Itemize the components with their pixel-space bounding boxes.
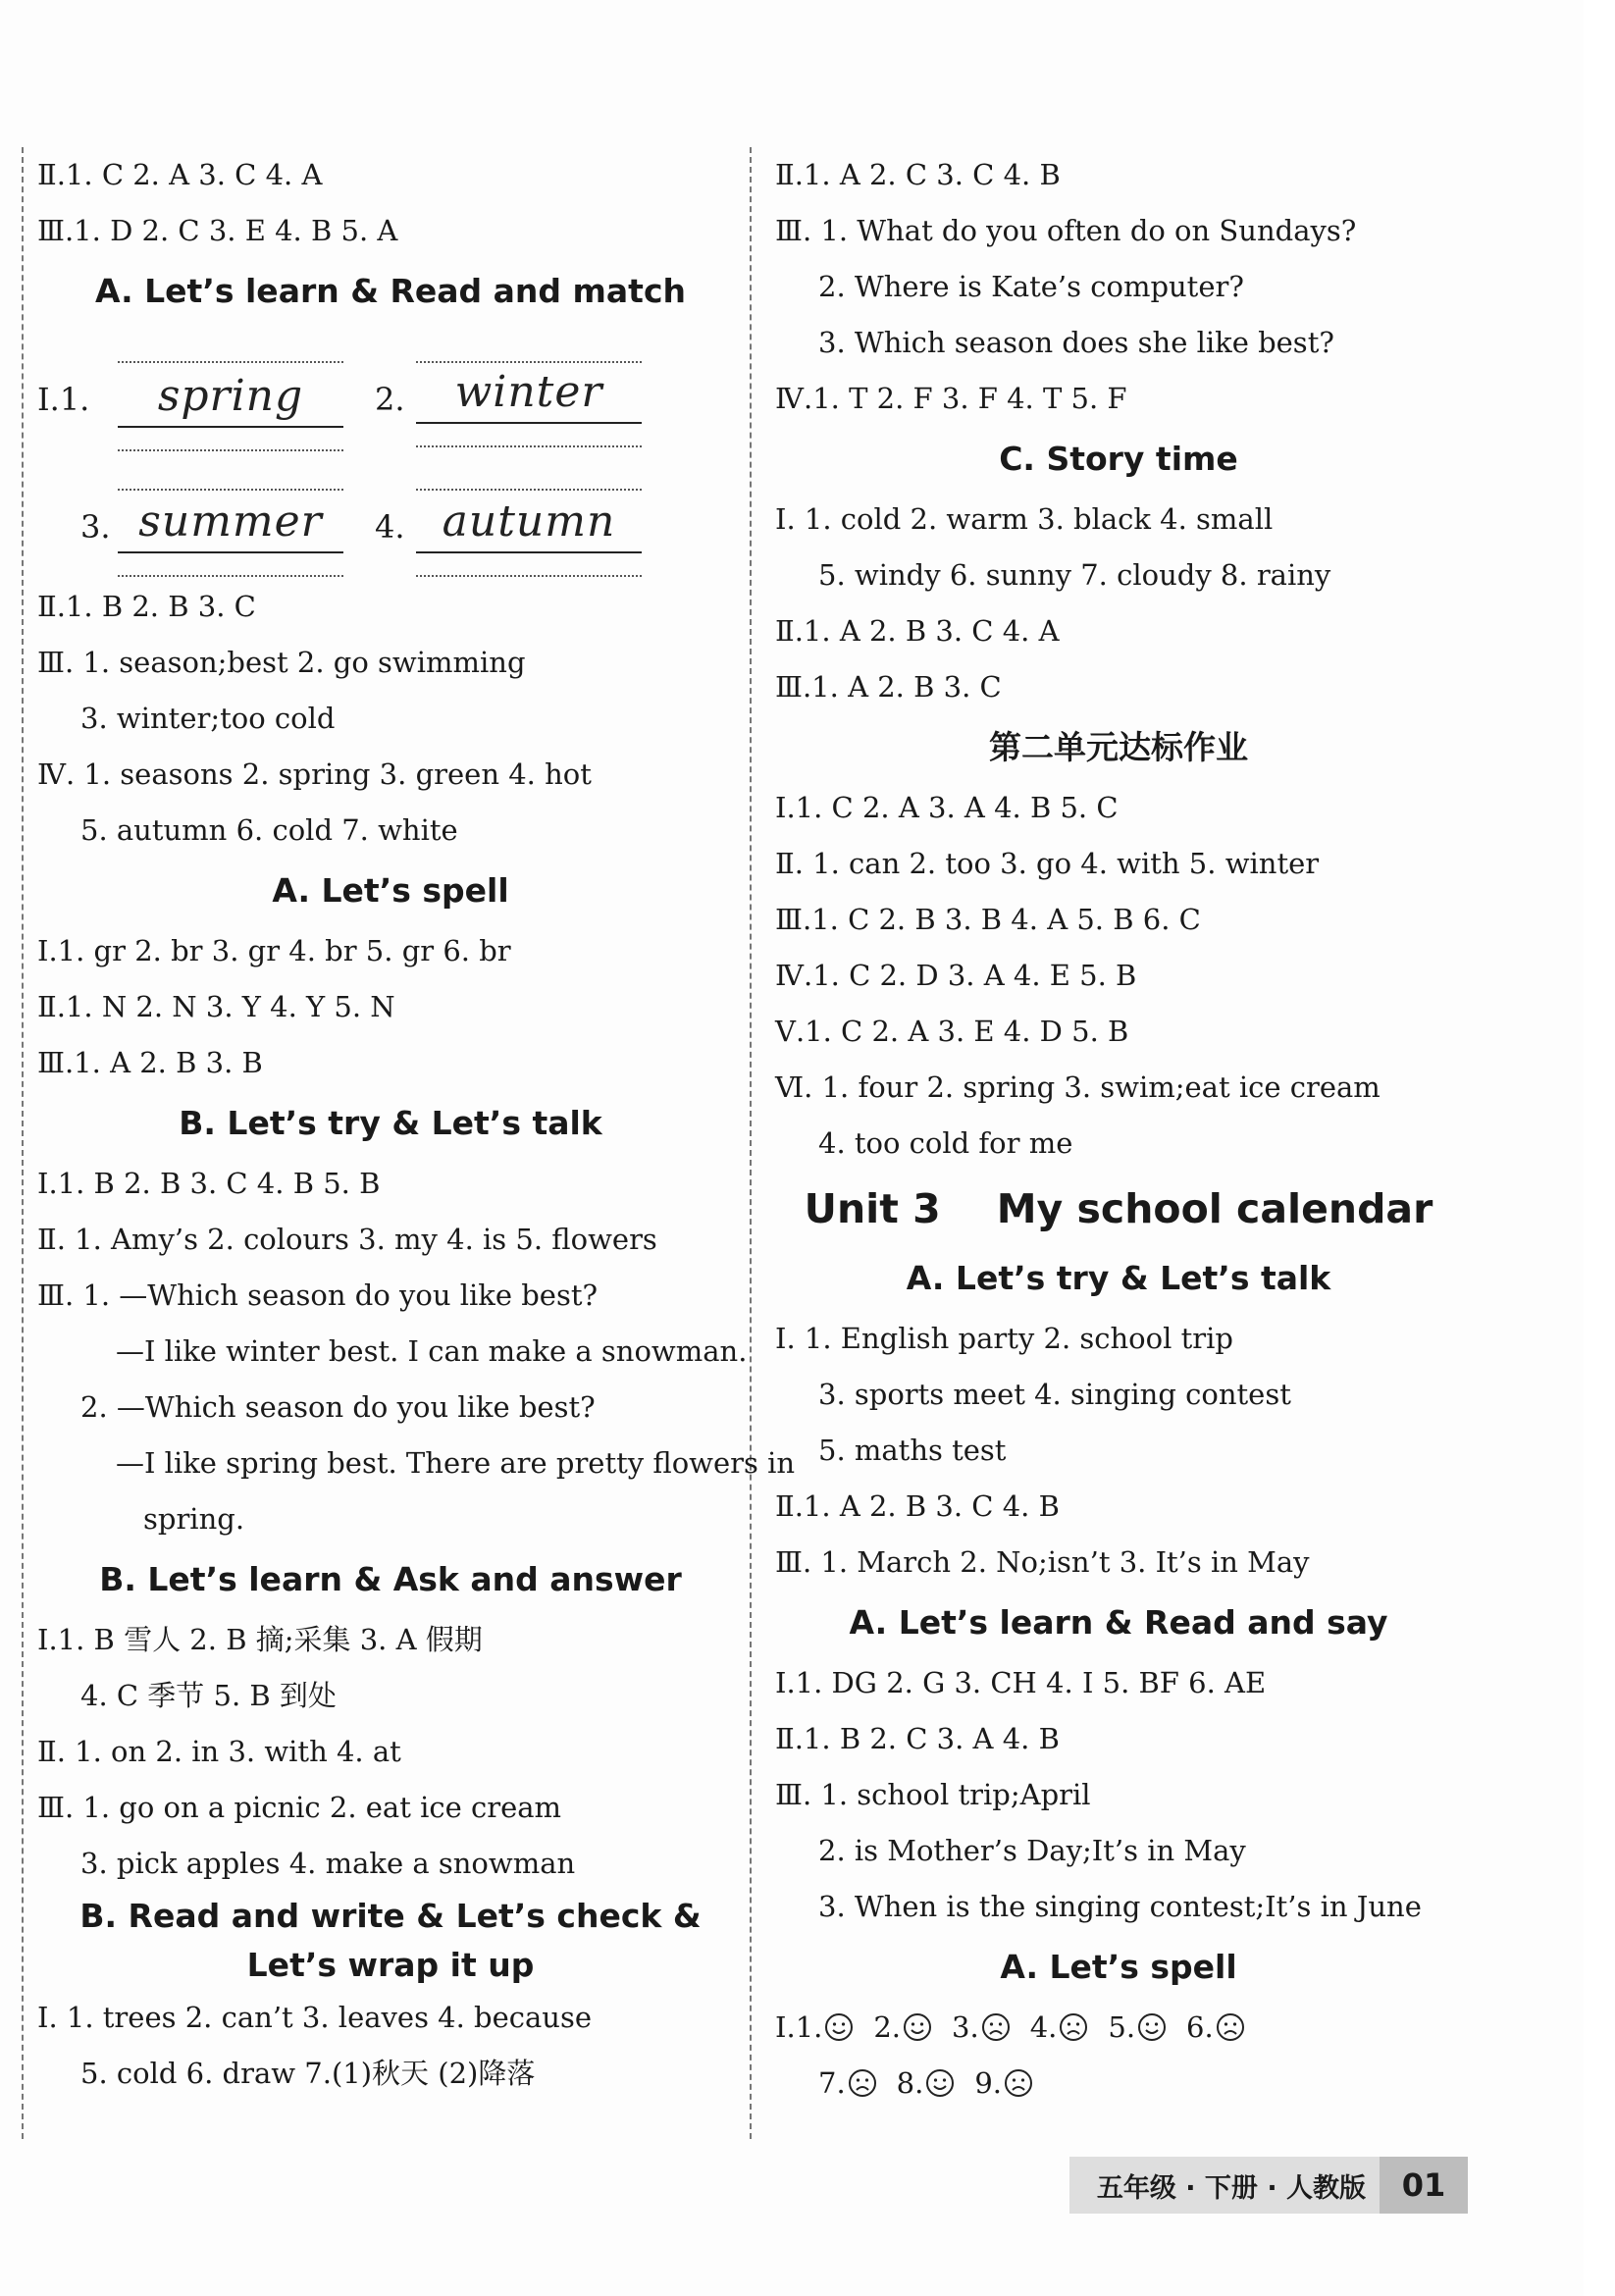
answer-line: Ⅰ. 1. English party 2. school trip xyxy=(775,1322,1233,1355)
right-column xyxy=(775,147,1462,2112)
answer-line: 2. —Which season do you like best? xyxy=(80,1390,596,1424)
answer-line: Ⅰ. 1. cold 2. warm 3. black 4. small xyxy=(775,502,1274,536)
section-heading: B. Let’s try & Let’s talk xyxy=(179,1104,602,1142)
guide-line xyxy=(416,575,642,577)
question-number: 1. xyxy=(795,2010,823,2044)
section-heading: C. Story time xyxy=(999,440,1238,478)
left-column xyxy=(37,147,796,2102)
question-number: 7. xyxy=(818,2066,846,2100)
guide-line xyxy=(118,449,343,451)
column-divider xyxy=(750,147,752,2139)
answer-group xyxy=(37,1612,744,1892)
section-heading: A. Let’s spell xyxy=(1000,1948,1237,1986)
answer-line: Ⅲ.1. C 2. B 3. B 4. A 5. B 6. C xyxy=(775,903,1201,936)
section-heading: A. Let’s try & Let’s talk xyxy=(906,1259,1331,1297)
section-heading: A. Let’s learn & Read and match xyxy=(94,272,687,310)
answer-line: Ⅲ. 1. What do you often do on Sundays? xyxy=(775,214,1357,247)
page-number: 01 xyxy=(1380,2157,1468,2214)
answer-line: Ⅲ. 1. school trip;April xyxy=(775,1778,1091,1811)
writing-baseline xyxy=(118,551,343,553)
answer-line: Ⅱ. 1. Amy’s 2. colours 3. my 4. is 5. flowers xyxy=(37,1223,657,1256)
page-footer xyxy=(1069,2157,1468,2214)
smiley-answer xyxy=(818,2066,883,2100)
answer-line: Ⅱ.1. A 2. B 3. C 4. A xyxy=(775,614,1060,648)
question-label: 4. xyxy=(375,508,405,546)
answer-line: Ⅲ.1. D 2. C 3. E 4. B 5. A xyxy=(37,214,398,247)
handwritten-word: spring xyxy=(157,371,304,421)
handwritten-word: autumn xyxy=(442,496,616,547)
question-number: 5. xyxy=(1108,2010,1136,2044)
answer-line: Ⅰ.1. B 雪人 2. B 摘;采集 3. A 假期 xyxy=(37,1623,483,1656)
smiley-answer xyxy=(974,2066,1039,2100)
answer-line: 3. pick apples 4. make a snowman xyxy=(80,1847,576,1880)
answer-line: Ⅰ.1. C 2. A 3. A 4. B 5. C xyxy=(775,791,1119,824)
guide-line xyxy=(118,489,343,491)
sad-face-icon xyxy=(848,2068,877,2098)
happy-face-icon xyxy=(925,2068,955,2098)
guide-line xyxy=(118,575,343,577)
answer-line: 2. is Mother’s Day;It’s in May xyxy=(818,1834,1246,1867)
answer-line: Ⅲ.1. A 2. B 3. C xyxy=(775,670,1002,704)
left-margin-divider xyxy=(22,147,24,2139)
guide-line xyxy=(416,361,642,363)
answer-line: Ⅲ. 1. go on a picnic 2. eat ice cream xyxy=(37,1791,562,1824)
answer-line: 5. cold 6. draw 7.(1)秋天 (2)降落 xyxy=(80,2057,536,2090)
writing-baseline xyxy=(416,551,642,553)
answer-group xyxy=(37,923,744,1091)
guide-line xyxy=(118,361,343,363)
answer-group xyxy=(775,492,1462,715)
answer-line: 3. winter;too cold xyxy=(80,702,336,735)
answer-line: 5. autumn 6. cold 7. white xyxy=(80,813,458,847)
answer-line: Ⅲ. 1. season;best 2. go swimming xyxy=(37,646,526,679)
answer-group xyxy=(37,579,744,859)
question-label: Ⅰ.1. xyxy=(37,381,90,418)
happy-face-icon xyxy=(1137,2012,1167,2042)
answer-line: Ⅰ.1. gr 2. br 3. gr 4. br 5. gr 6. br xyxy=(37,934,511,967)
answer-line: 3. sports meet 4. singing contest xyxy=(818,1378,1291,1411)
smiley-answer xyxy=(873,2010,938,2044)
smiley-answer xyxy=(1030,2010,1095,2044)
answer-line: Ⅴ.1. C 2. A 3. E 4. D 5. B xyxy=(775,1015,1129,1048)
unit-title: Unit 3 My school calendar xyxy=(804,1185,1433,1232)
guide-line xyxy=(416,445,642,447)
answer-group xyxy=(37,147,744,259)
answer-line: 3. Which season does she like best? xyxy=(818,326,1334,359)
handwritten-word: winter xyxy=(454,367,603,417)
question-number: 2. xyxy=(873,2010,902,2044)
answer-line: Ⅱ.1. B 2. C 3. A 4. B xyxy=(775,1722,1060,1755)
answer-group xyxy=(775,147,1462,427)
answer-line: —I like spring best. There are pretty flowers in xyxy=(116,1446,796,1480)
section-heading: B. Let’s learn & Ask and answer xyxy=(99,1560,682,1598)
answer-line: Ⅲ.1. A 2. B 3. B xyxy=(37,1046,263,1079)
answer-line: Ⅳ.1. T 2. F 3. F 4. T 5. F xyxy=(775,382,1127,415)
answer-line: Ⅳ.1. C 2. D 3. A 4. E 5. B xyxy=(775,959,1137,992)
sad-face-icon xyxy=(1004,2068,1033,2098)
answer-line: Ⅰ.1. DG 2. G 3. CH 4. I 5. BF 6. AE xyxy=(775,1666,1267,1699)
answer-line: Ⅲ. 1. —Which season do you like best? xyxy=(37,1278,599,1312)
question-number: 8. xyxy=(896,2066,924,2100)
smiley-answer xyxy=(1186,2010,1251,2044)
question-number: 4. xyxy=(1029,2010,1058,2044)
answer-group xyxy=(775,1311,1462,1591)
answer-line: 5. maths test xyxy=(818,1434,1007,1467)
answer-line: 5. windy 6. sunny 7. cloudy 8. rainy xyxy=(818,558,1331,592)
question-label: 2. xyxy=(375,381,405,418)
question-number: 9. xyxy=(974,2066,1003,2100)
answer-line: 4. too cold for me xyxy=(818,1126,1073,1160)
answer-group xyxy=(37,1990,744,2102)
happy-face-icon xyxy=(903,2012,932,2042)
writing-baseline xyxy=(118,426,343,428)
section-heading: A. Let’s learn & Read and say xyxy=(849,1603,1388,1642)
smiley-answer xyxy=(1108,2010,1172,2044)
answer-line: Ⅱ. 1. can 2. too 3. go 4. with 5. winter xyxy=(775,847,1320,880)
smiley-answer xyxy=(952,2010,1016,2044)
section-heading: A. Let’s spell xyxy=(272,871,509,910)
answer-line: Ⅰ. 1. trees 2. can’t 3. leaves 4. because xyxy=(37,2001,593,2034)
answer-line: 2. Where is Kate’s computer? xyxy=(818,270,1244,303)
guide-line xyxy=(416,489,642,491)
question-number: 3. xyxy=(952,2010,979,2044)
happy-face-icon xyxy=(824,2012,854,2042)
writing-baseline xyxy=(416,422,642,424)
answer-line: Ⅳ. 1. seasons 2. spring 3. green 4. hot xyxy=(37,757,592,791)
answer-line: Ⅱ. 1. on 2. in 3. with 4. at xyxy=(37,1735,401,1768)
section-heading: 第二单元达标作业 xyxy=(989,728,1248,766)
handwriting-exercise xyxy=(37,324,744,579)
answer-line: Ⅱ.1. A 2. B 3. C 4. B xyxy=(775,1489,1060,1523)
sad-face-icon xyxy=(1216,2012,1245,2042)
smiley-answer xyxy=(897,2066,962,2100)
answer-line: Ⅱ.1. C 2. A 3. C 4. A xyxy=(37,158,323,191)
answer-line: 4. C 季节 5. B 到处 xyxy=(80,1679,337,1712)
smiley-answer-row xyxy=(775,2000,1462,2056)
question-label: 3. xyxy=(80,508,111,546)
answer-line: Ⅰ.1. B 2. B 3. C 4. B 5. B xyxy=(37,1167,381,1200)
answer-group xyxy=(775,780,1462,1172)
edition-label: 五年级 · 下册 · 人教版 xyxy=(1096,2172,1366,2204)
question-number: 6. xyxy=(1186,2010,1214,2044)
sad-face-icon xyxy=(1059,2012,1088,2042)
answer-line: —I like winter best. I can make a snowman. xyxy=(116,1334,748,1368)
answer-line: Ⅲ. 1. March 2. No;isn’t 3. It’s in May xyxy=(775,1545,1310,1579)
answer-line: Ⅱ.1. A 2. C 3. C 4. B xyxy=(775,158,1061,191)
answer-line: spring. xyxy=(143,1502,245,1536)
section-heading: B. Read and write & Let’s check & Let’s wrap it up xyxy=(79,1897,702,1984)
handwritten-word: summer xyxy=(138,496,323,547)
smiley-answer xyxy=(796,2010,860,2044)
answer-group xyxy=(37,1156,796,1547)
answer-line: Ⅱ.1. N 2. N 3. Y 4. Y 5. N xyxy=(37,990,395,1023)
answer-line: Ⅵ. 1. four 2. spring 3. swim;eat ice cream xyxy=(775,1070,1381,1104)
answer-group xyxy=(775,1655,1462,1935)
answer-line: 3. When is the singing contest;It’s in June xyxy=(818,1890,1422,1923)
question-prefix: Ⅰ. xyxy=(775,2010,796,2044)
smiley-answer-row xyxy=(775,2056,1462,2112)
answer-line: Ⅱ.1. B 2. B 3. C xyxy=(37,590,256,623)
sad-face-icon xyxy=(981,2012,1011,2042)
